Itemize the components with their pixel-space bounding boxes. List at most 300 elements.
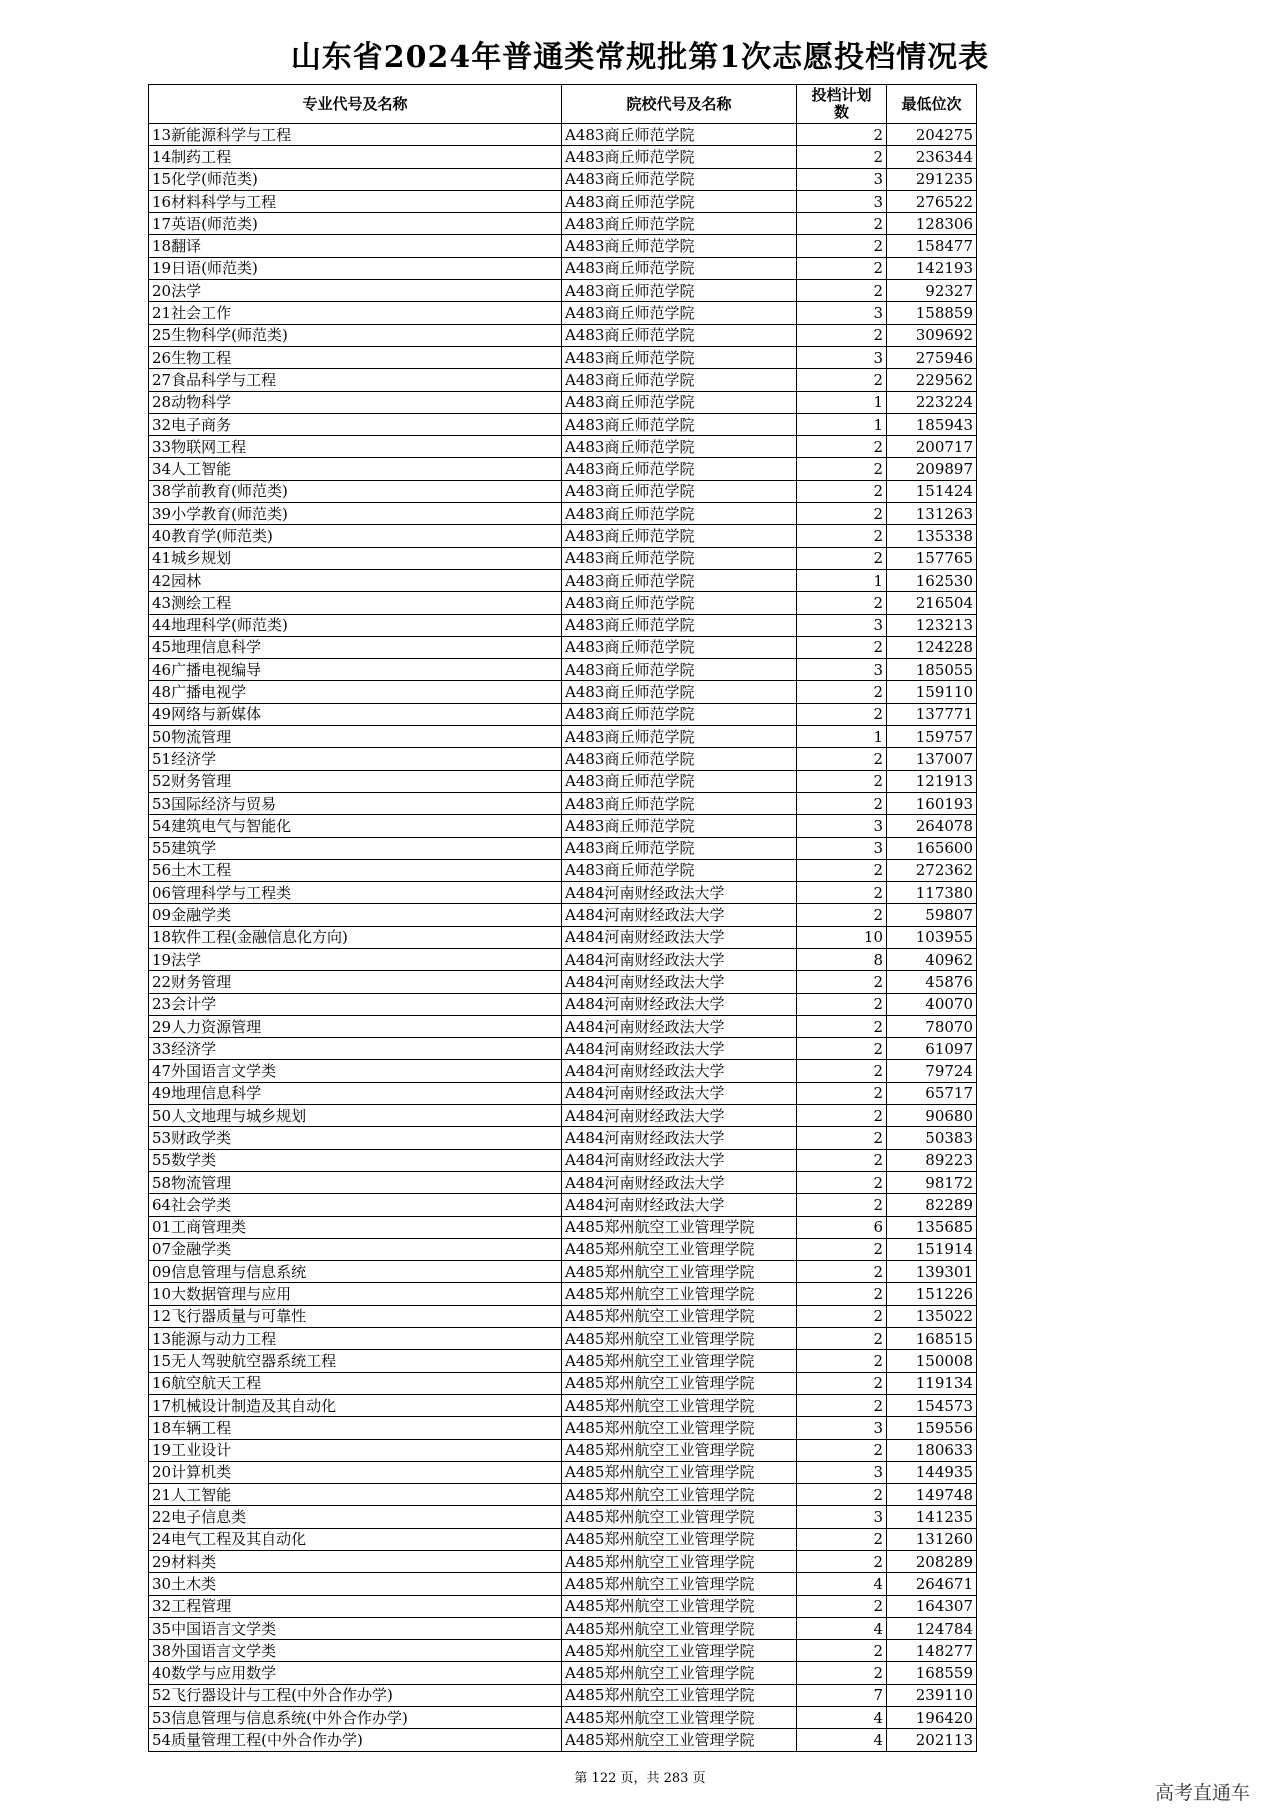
cell-major: 42园林	[149, 569, 562, 591]
cell-major: 44地理科学(师范类)	[149, 614, 562, 636]
table-row	[149, 1506, 977, 1528]
cell-rank: 154573	[887, 1394, 977, 1416]
table-row	[149, 1060, 977, 1082]
cell-school: A485郑州航空工业管理学院	[562, 1506, 797, 1528]
cell-school: A485郑州航空工业管理学院	[562, 1528, 797, 1550]
cell-rank: 309692	[887, 324, 977, 346]
table-row	[149, 837, 977, 859]
cell-rank: 164307	[887, 1595, 977, 1617]
cell-rank: 150008	[887, 1350, 977, 1372]
cell-plan: 2	[797, 1662, 887, 1684]
table-row	[149, 1729, 977, 1751]
cell-school: A485郑州航空工业管理学院	[562, 1662, 797, 1684]
cell-plan: 2	[797, 547, 887, 569]
cell-major: 48广播电视学	[149, 681, 562, 703]
cell-major: 38外国语言文学类	[149, 1640, 562, 1662]
cell-rank: 59807	[887, 904, 977, 926]
cell-plan: 2	[797, 324, 887, 346]
table-row	[149, 1105, 977, 1127]
table-row	[149, 770, 977, 792]
cell-rank: 65717	[887, 1082, 977, 1104]
table-row	[149, 168, 977, 190]
cell-school: A485郑州航空工业管理学院	[562, 1617, 797, 1639]
table-row	[149, 1305, 977, 1327]
cell-plan: 2	[797, 904, 887, 926]
cell-plan: 8	[797, 948, 887, 970]
cell-rank: 151914	[887, 1238, 977, 1260]
cell-plan: 3	[797, 346, 887, 368]
cell-plan: 6	[797, 1216, 887, 1238]
cell-school: A483商丘师范学院	[562, 770, 797, 792]
table-row	[149, 1283, 977, 1305]
cell-major: 28动物科学	[149, 391, 562, 413]
cell-major: 18翻译	[149, 235, 562, 257]
cell-major: 20计算机类	[149, 1461, 562, 1483]
table-row	[149, 614, 977, 636]
table-row	[149, 971, 977, 993]
cell-rank: 239110	[887, 1684, 977, 1706]
table-row	[149, 302, 977, 324]
table-row	[149, 480, 977, 502]
cell-major: 50人文地理与城乡规划	[149, 1105, 562, 1127]
cell-plan: 2	[797, 1238, 887, 1260]
cell-major: 18车辆工程	[149, 1417, 562, 1439]
cell-rank: 151424	[887, 480, 977, 502]
header-major: 专业代号及名称	[149, 85, 562, 124]
cell-rank: 168559	[887, 1662, 977, 1684]
cell-plan: 2	[797, 1171, 887, 1193]
table-row	[149, 1216, 977, 1238]
table-row	[149, 948, 977, 970]
cell-major: 54质量管理工程(中外合作办学)	[149, 1729, 562, 1751]
cell-major: 13能源与动力工程	[149, 1328, 562, 1350]
cell-major: 33经济学	[149, 1038, 562, 1060]
cell-school: A483商丘师范学院	[562, 168, 797, 190]
table-row	[149, 1194, 977, 1216]
table-row	[149, 703, 977, 725]
cell-major: 09信息管理与信息系统	[149, 1261, 562, 1283]
cell-school: A484河南财经政法大学	[562, 926, 797, 948]
cell-rank: 200717	[887, 436, 977, 458]
cell-school: A485郑州航空工业管理学院	[562, 1684, 797, 1706]
cell-major: 49地理信息科学	[149, 1082, 562, 1104]
table-row	[149, 1528, 977, 1550]
cell-school: A483商丘师范学院	[562, 213, 797, 235]
cell-plan: 2	[797, 748, 887, 770]
table-row	[149, 1261, 977, 1283]
cell-school: A483商丘师范学院	[562, 525, 797, 547]
cell-school: A485郑州航空工业管理学院	[562, 1461, 797, 1483]
cell-rank: 208289	[887, 1551, 977, 1573]
cell-rank: 185055	[887, 659, 977, 681]
cell-major: 51经济学	[149, 748, 562, 770]
cell-rank: 159556	[887, 1417, 977, 1439]
cell-plan: 4	[797, 1707, 887, 1729]
table-row	[149, 748, 977, 770]
table-row	[149, 726, 977, 748]
cell-rank: 40070	[887, 993, 977, 1015]
cell-major: 64社会学类	[149, 1194, 562, 1216]
table-row	[149, 324, 977, 346]
cell-school: A483商丘师范学院	[562, 592, 797, 614]
cell-rank: 89223	[887, 1149, 977, 1171]
cell-rank: 223224	[887, 391, 977, 413]
table-row	[149, 993, 977, 1015]
table-row	[149, 1171, 977, 1193]
cell-major: 21社会工作	[149, 302, 562, 324]
table-row	[149, 1394, 977, 1416]
cell-rank: 151226	[887, 1283, 977, 1305]
table-row	[149, 503, 977, 525]
cell-rank: 196420	[887, 1707, 977, 1729]
cell-major: 53财政学类	[149, 1127, 562, 1149]
cell-school: A485郑州航空工业管理学院	[562, 1417, 797, 1439]
cell-plan: 7	[797, 1684, 887, 1706]
table-row	[149, 1707, 977, 1729]
table-row	[149, 1461, 977, 1483]
table-row	[149, 636, 977, 658]
table-row	[149, 1238, 977, 1260]
cell-plan: 2	[797, 257, 887, 279]
cell-plan: 2	[797, 1372, 887, 1394]
cell-plan: 3	[797, 1417, 887, 1439]
cell-plan: 2	[797, 1283, 887, 1305]
cell-major: 52飞行器设计与工程(中外合作办学)	[149, 1684, 562, 1706]
cell-plan: 2	[797, 146, 887, 168]
cell-plan: 2	[797, 1528, 887, 1550]
cell-school: A483商丘师范学院	[562, 859, 797, 881]
cell-plan: 2	[797, 213, 887, 235]
cell-plan: 2	[797, 458, 887, 480]
table-row	[149, 1127, 977, 1149]
cell-school: A485郑州航空工业管理学院	[562, 1305, 797, 1327]
table-row	[149, 1662, 977, 1684]
cell-rank: 159757	[887, 726, 977, 748]
table-row	[149, 926, 977, 948]
cell-school: A484河南财经政法大学	[562, 882, 797, 904]
table-row	[149, 525, 977, 547]
table-header-row	[149, 85, 977, 124]
table-row	[149, 280, 977, 302]
table-row	[149, 904, 977, 926]
table-row	[149, 792, 977, 814]
cell-rank: 137007	[887, 748, 977, 770]
cell-major: 18软件工程(金融信息化方向)	[149, 926, 562, 948]
cell-major: 32电子商务	[149, 413, 562, 435]
cell-school: A483商丘师范学院	[562, 324, 797, 346]
cell-school: A483商丘师范学院	[562, 280, 797, 302]
cell-school: A483商丘师范学院	[562, 458, 797, 480]
cell-plan: 2	[797, 1640, 887, 1662]
cell-school: A485郑州航空工业管理学院	[562, 1595, 797, 1617]
cell-school: A484河南财经政法大学	[562, 1082, 797, 1104]
cell-major: 17机械设计制造及其自动化	[149, 1394, 562, 1416]
table-row	[149, 1149, 977, 1171]
cell-school: A485郑州航空工业管理学院	[562, 1350, 797, 1372]
table-row	[149, 1573, 977, 1595]
cell-rank: 90680	[887, 1105, 977, 1127]
cell-plan: 2	[797, 1484, 887, 1506]
cell-rank: 272362	[887, 859, 977, 881]
cell-rank: 135022	[887, 1305, 977, 1327]
cell-school: A485郑州航空工业管理学院	[562, 1261, 797, 1283]
cell-school: A483商丘师范学院	[562, 837, 797, 859]
cell-rank: 124784	[887, 1617, 977, 1639]
cell-school: A485郑州航空工业管理学院	[562, 1328, 797, 1350]
cell-plan: 2	[797, 882, 887, 904]
cell-major: 25生物科学(师范类)	[149, 324, 562, 346]
cell-school: A484河南财经政法大学	[562, 1194, 797, 1216]
table-row	[149, 124, 977, 146]
cell-major: 10大数据管理与应用	[149, 1283, 562, 1305]
cell-plan: 4	[797, 1573, 887, 1595]
cell-major: 16材料科学与工程	[149, 190, 562, 212]
cell-rank: 92327	[887, 280, 977, 302]
table-row	[149, 1082, 977, 1104]
cell-school: A485郑州航空工业管理学院	[562, 1394, 797, 1416]
cell-plan: 2	[797, 1350, 887, 1372]
cell-major: 15无人驾驶航空器系统工程	[149, 1350, 562, 1372]
cell-rank: 79724	[887, 1060, 977, 1082]
cell-school: A485郑州航空工业管理学院	[562, 1372, 797, 1394]
cell-school: A484河南财经政法大学	[562, 993, 797, 1015]
cell-major: 32工程管理	[149, 1595, 562, 1617]
cell-plan: 2	[797, 280, 887, 302]
table-row	[149, 1372, 977, 1394]
cell-major: 52财务管理	[149, 770, 562, 792]
table-row	[149, 859, 977, 881]
cell-major: 50物流管理	[149, 726, 562, 748]
cell-school: A485郑州航空工业管理学院	[562, 1238, 797, 1260]
cell-plan: 2	[797, 636, 887, 658]
cell-major: 34人工智能	[149, 458, 562, 480]
cell-rank: 121913	[887, 770, 977, 792]
cell-rank: 158859	[887, 302, 977, 324]
cell-rank: 135338	[887, 525, 977, 547]
cell-major: 55数学类	[149, 1149, 562, 1171]
cell-major: 49网络与新媒体	[149, 703, 562, 725]
cell-rank: 137771	[887, 703, 977, 725]
cell-plan: 3	[797, 1506, 887, 1528]
cell-plan: 2	[797, 703, 887, 725]
cell-major: 17英语(师范类)	[149, 213, 562, 235]
cell-major: 22财务管理	[149, 971, 562, 993]
cell-school: A484河南财经政法大学	[562, 1038, 797, 1060]
cell-plan: 2	[797, 1328, 887, 1350]
cell-major: 58物流管理	[149, 1171, 562, 1193]
cell-major: 29材料类	[149, 1551, 562, 1573]
cell-rank: 236344	[887, 146, 977, 168]
cell-major: 19日语(师范类)	[149, 257, 562, 279]
cell-major: 38学前教育(师范类)	[149, 480, 562, 502]
cell-school: A483商丘师范学院	[562, 413, 797, 435]
table-row	[149, 592, 977, 614]
cell-school: A485郑州航空工业管理学院	[562, 1729, 797, 1751]
cell-rank: 180633	[887, 1439, 977, 1461]
cell-school: A483商丘师范学院	[562, 681, 797, 703]
cell-major: 22电子信息类	[149, 1506, 562, 1528]
table-row	[149, 547, 977, 569]
cell-major: 06管理科学与工程类	[149, 882, 562, 904]
cell-school: A483商丘师范学院	[562, 636, 797, 658]
cell-rank: 124228	[887, 636, 977, 658]
cell-plan: 3	[797, 190, 887, 212]
table-row	[149, 1417, 977, 1439]
table-row	[149, 391, 977, 413]
cell-major: 43测绘工程	[149, 592, 562, 614]
cell-rank: 168515	[887, 1328, 977, 1350]
cell-school: A485郑州航空工业管理学院	[562, 1216, 797, 1238]
table-row	[149, 815, 977, 837]
cell-plan: 2	[797, 1551, 887, 1573]
cell-plan: 2	[797, 1127, 887, 1149]
cell-rank: 149748	[887, 1484, 977, 1506]
cell-school: A483商丘师范学院	[562, 235, 797, 257]
cell-rank: 139301	[887, 1261, 977, 1283]
header-plan	[797, 85, 887, 124]
cell-major: 46广播电视编导	[149, 659, 562, 681]
table-row	[149, 213, 977, 235]
cell-plan: 2	[797, 993, 887, 1015]
cell-rank: 204275	[887, 124, 977, 146]
cell-plan: 3	[797, 659, 887, 681]
cell-plan: 2	[797, 1394, 887, 1416]
cell-major: 55建筑学	[149, 837, 562, 859]
cell-plan: 2	[797, 859, 887, 881]
cell-major: 09金融学类	[149, 904, 562, 926]
table-row	[149, 1015, 977, 1037]
cell-major: 54建筑电气与智能化	[149, 815, 562, 837]
cell-plan: 2	[797, 681, 887, 703]
cell-major: 01工商管理类	[149, 1216, 562, 1238]
cell-plan: 2	[797, 592, 887, 614]
cell-plan: 2	[797, 1439, 887, 1461]
cell-rank: 123213	[887, 614, 977, 636]
admission-table	[148, 84, 977, 1752]
cell-rank: 40962	[887, 948, 977, 970]
cell-school: A483商丘师范学院	[562, 569, 797, 591]
cell-rank: 119134	[887, 1372, 977, 1394]
table-row	[149, 146, 977, 168]
cell-rank: 61097	[887, 1038, 977, 1060]
cell-rank: 159110	[887, 681, 977, 703]
cell-rank: 185943	[887, 413, 977, 435]
cell-school: A485郑州航空工业管理学院	[562, 1707, 797, 1729]
cell-plan: 1	[797, 391, 887, 413]
cell-plan: 2	[797, 1038, 887, 1060]
cell-major: 53信息管理与信息系统(中外合作办学)	[149, 1707, 562, 1729]
cell-plan: 2	[797, 369, 887, 391]
cell-major: 12飞行器质量与可靠性	[149, 1305, 562, 1327]
cell-rank: 276522	[887, 190, 977, 212]
cell-school: A483商丘师范学院	[562, 703, 797, 725]
table-row	[149, 1551, 977, 1573]
cell-plan: 2	[797, 1595, 887, 1617]
header-rank: 最低位次	[887, 85, 977, 124]
cell-school: A483商丘师范学院	[562, 792, 797, 814]
cell-rank: 148277	[887, 1640, 977, 1662]
cell-school: A484河南财经政法大学	[562, 1060, 797, 1082]
cell-rank: 50383	[887, 1127, 977, 1149]
cell-rank: 158477	[887, 235, 977, 257]
cell-rank: 202113	[887, 1729, 977, 1751]
cell-rank: 216504	[887, 592, 977, 614]
cell-rank: 45876	[887, 971, 977, 993]
cell-plan: 10	[797, 926, 887, 948]
cell-major: 40教育学(师范类)	[149, 525, 562, 547]
cell-rank: 291235	[887, 168, 977, 190]
cell-school: A484河南财经政法大学	[562, 1171, 797, 1193]
cell-rank: 117380	[887, 882, 977, 904]
cell-plan: 4	[797, 1617, 887, 1639]
cell-school: A485郑州航空工业管理学院	[562, 1283, 797, 1305]
cell-major: 19工业设计	[149, 1439, 562, 1461]
page-title: 山东省2024年普通类常规批第1次志愿投档情况表	[290, 40, 990, 75]
cell-major: 15化学(师范类)	[149, 168, 562, 190]
cell-rank: 128306	[887, 213, 977, 235]
table-row	[149, 346, 977, 368]
table-row	[149, 190, 977, 212]
cell-rank: 98172	[887, 1171, 977, 1193]
cell-school: A483商丘师范学院	[562, 124, 797, 146]
cell-school: A484河南财经政法大学	[562, 971, 797, 993]
cell-school: A485郑州航空工业管理学院	[562, 1551, 797, 1573]
header-school: 院校代号及名称	[562, 85, 797, 124]
cell-major: 41城乡规划	[149, 547, 562, 569]
cell-school: A483商丘师范学院	[562, 391, 797, 413]
cell-school: A483商丘师范学院	[562, 190, 797, 212]
cell-plan: 2	[797, 770, 887, 792]
cell-plan: 1	[797, 726, 887, 748]
brand-watermark: 高考直通车	[1154, 1782, 1250, 1804]
cell-school: A483商丘师范学院	[562, 726, 797, 748]
table-row	[149, 681, 977, 703]
cell-school: A485郑州航空工业管理学院	[562, 1640, 797, 1662]
cell-rank: 264671	[887, 1573, 977, 1595]
cell-plan: 3	[797, 302, 887, 324]
cell-school: A484河南财经政法大学	[562, 1127, 797, 1149]
cell-rank: 229562	[887, 369, 977, 391]
cell-school: A483商丘师范学院	[562, 815, 797, 837]
cell-plan: 2	[797, 436, 887, 458]
cell-plan: 2	[797, 525, 887, 547]
cell-school: A485郑州航空工业管理学院	[562, 1484, 797, 1506]
cell-rank: 131263	[887, 503, 977, 525]
cell-school: A483商丘师范学院	[562, 346, 797, 368]
cell-school: A485郑州航空工业管理学院	[562, 1439, 797, 1461]
header-plan-line1: 投档计划	[811, 86, 872, 104]
cell-school: A483商丘师范学院	[562, 302, 797, 324]
cell-plan: 2	[797, 1082, 887, 1104]
cell-plan: 2	[797, 1261, 887, 1283]
table-row	[149, 1350, 977, 1372]
cell-plan: 3	[797, 1461, 887, 1483]
cell-major: 16航空航天工程	[149, 1372, 562, 1394]
cell-plan: 2	[797, 1305, 887, 1327]
cell-school: A484河南财经政法大学	[562, 1105, 797, 1127]
header-plan-line2: 数	[833, 103, 849, 121]
table-row	[149, 569, 977, 591]
table-row	[149, 1617, 977, 1639]
cell-rank: 82289	[887, 1194, 977, 1216]
table-row	[149, 235, 977, 257]
cell-rank: 275946	[887, 346, 977, 368]
cell-plan: 2	[797, 124, 887, 146]
cell-plan: 3	[797, 168, 887, 190]
cell-rank: 131260	[887, 1528, 977, 1550]
cell-school: A484河南财经政法大学	[562, 1015, 797, 1037]
cell-major: 26生物工程	[149, 346, 562, 368]
